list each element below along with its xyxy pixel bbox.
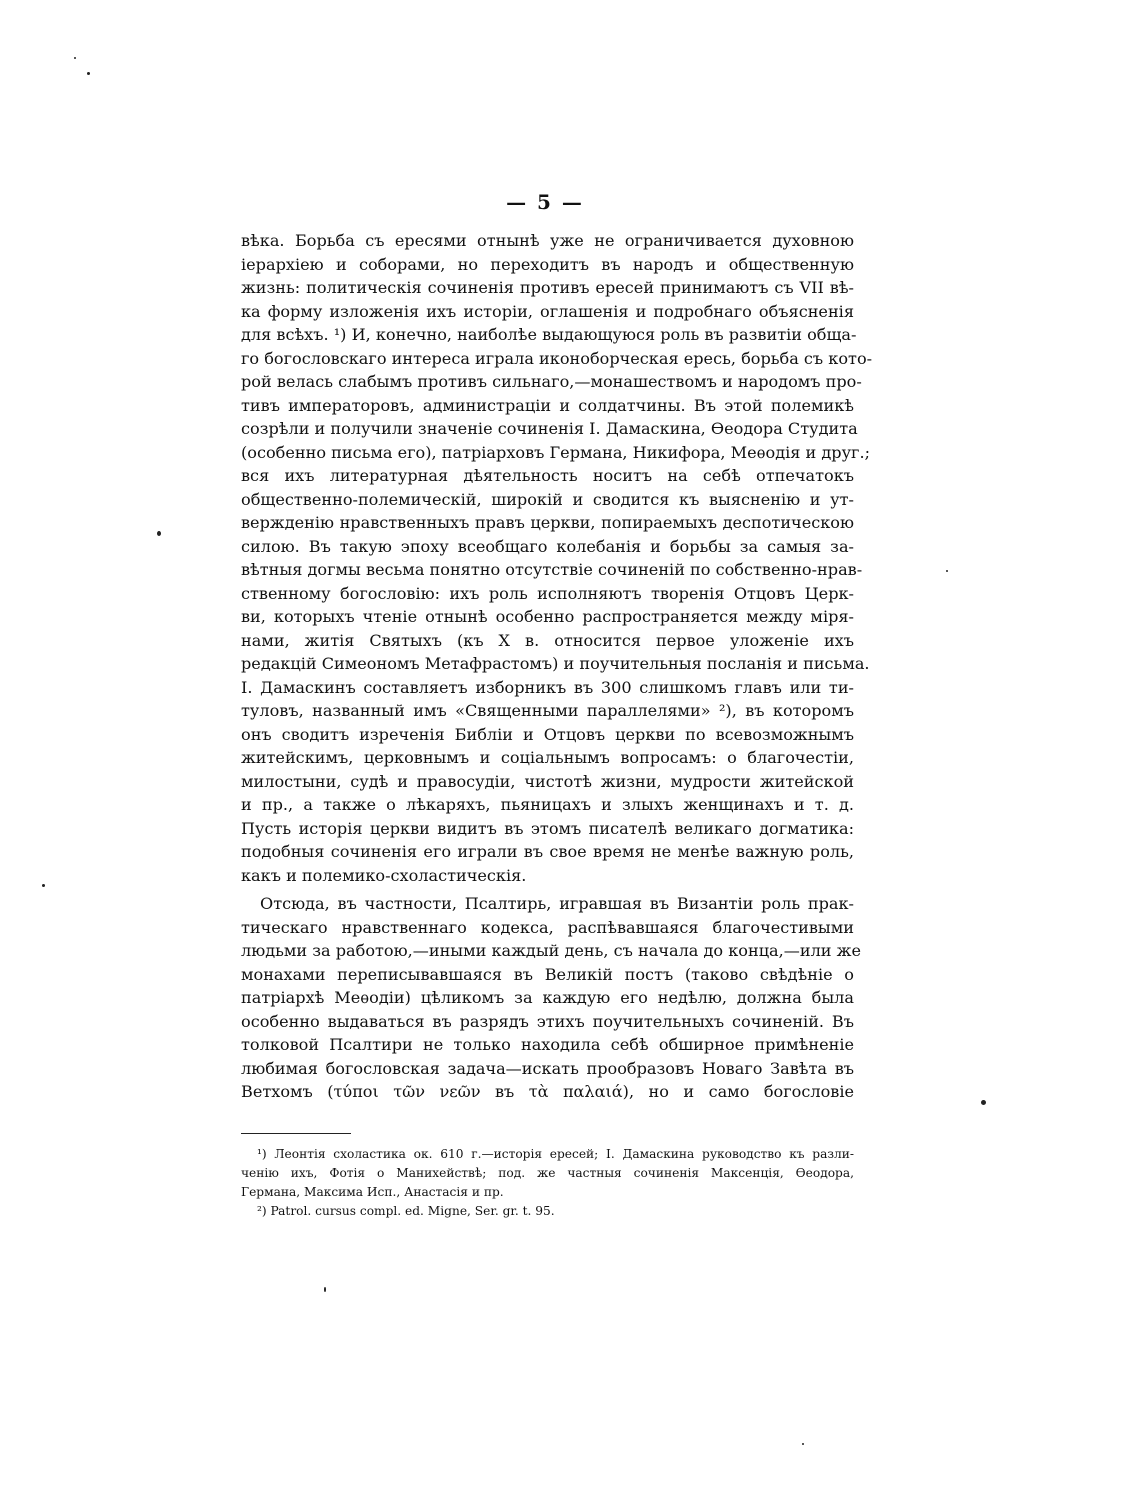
paragraph-1 bbox=[241, 229, 873, 887]
scan-speck bbox=[74, 57, 76, 59]
scan-speck bbox=[87, 72, 90, 75]
text-line: для всѣхъ. ¹) И, конечно, наиболѣе выдающуюся роль въ развитiи обща- bbox=[241, 325, 857, 344]
scan-speck bbox=[157, 531, 161, 536]
text-line: житейскимъ, церковнымъ и соцiальнымъ вопросамъ: о благочестiи, bbox=[241, 748, 854, 767]
text-line: монахами переписывавшаяся въ Великiй постъ (таково свѣдѣнiе о bbox=[241, 964, 854, 984]
text-line: онъ сводитъ изреченiя Библiи и Отцовъ церкви по всевозможнымъ bbox=[241, 724, 854, 744]
text-line: I. Дамаскинъ составляетъ изборникъ въ 300 слишкомъ главъ или ти- bbox=[241, 677, 854, 697]
text-line: Отсюда, въ частности, Псалтирь, игравшая въ Византiи роль прак- bbox=[260, 894, 854, 913]
text-line: жизнь: политическiя сочиненiя противъ ересей принимаютъ съ VII вѣ- bbox=[241, 278, 854, 297]
text-line: го богословскаго интереса играла иконоборческая ересь, борьба съ кото- bbox=[241, 348, 873, 368]
text-line: силою. Въ такую эпоху всеобщаго колебанiя и борьбы за самыя за- bbox=[241, 536, 854, 556]
scan-speck bbox=[802, 1443, 804, 1445]
text-line: (особенно письма его), патрiарховъ Германа, Никифора, Меѳодiя и друг.; bbox=[241, 442, 871, 462]
text-line: ственному богословiю: ихъ роль исполняютъ творенiя Отцовъ Церк- bbox=[241, 583, 854, 603]
text-line: ви, которыхъ чтенiе отнынѣ особенно распространяется между мiря- bbox=[241, 607, 854, 626]
scan-speck bbox=[42, 884, 45, 887]
text-line: особенно выдаваться въ разрядъ этихъ поучительныхъ сочиненiй. Въ bbox=[241, 1011, 854, 1031]
text-line: Пусть исторiя церкви видитъ въ этомъ писателѣ великаго догматика: bbox=[241, 818, 854, 838]
text-line: ка форму изложенiя ихъ исторiи, оглашенiя и подробнаго объясненiя bbox=[241, 301, 854, 321]
scan-speck bbox=[324, 1287, 326, 1292]
text-line: любимая богословская задача—искать прообразовъ Новаго Завѣта въ bbox=[241, 1058, 854, 1078]
text-line: вся ихъ литературная дѣятельность носитъ на себѣ отпечатокъ bbox=[241, 466, 854, 485]
text-line: патрiархѣ Меѳодiи) цѣликомъ за каждую его недѣлю, должна была bbox=[241, 988, 854, 1007]
text-line: общественно-полемическiй, широкiй и сводится къ выясненiю и ут- bbox=[241, 489, 854, 509]
text-line: нами, житiя Святыхъ (къ X в. относится первое уложенiе ихъ bbox=[241, 630, 854, 650]
text-line: и пр., а также о лѣкаряхъ, пьяницахъ и злыхъ женщинахъ и т. д. bbox=[241, 795, 854, 814]
text-line: Ветхомъ (τύποι τῶν νεῶν въ τὰ παλαιά), но и само богословiе bbox=[241, 1082, 854, 1101]
paragraph-2 bbox=[241, 892, 861, 1104]
text-line: людьми за работою,—иными каждый день, съ начала до конца,—или же bbox=[241, 941, 861, 960]
footnotes bbox=[241, 1145, 854, 1221]
footnote-line: Германа, Максима Исп., Анастасiя и пр. bbox=[241, 1185, 504, 1199]
footnote-line: ¹) Леонтiя схоластика ок. 610 г.—исторiя ересей; I. Дамаскина руководство къ разли- bbox=[257, 1147, 854, 1161]
text-line: какъ и полемико-схоластическiя. bbox=[241, 865, 527, 885]
text-line: вѣка. Борьба съ ересями отнынѣ уже не ограничивается духовною bbox=[241, 231, 854, 250]
scan-speck bbox=[981, 1100, 986, 1105]
text-line: тическаго нравственнаго кодекса, распѣвавшаяся благочестивыми bbox=[241, 917, 854, 937]
page-number: — 5 — bbox=[506, 190, 584, 214]
text-line: созрѣли и получили значенiе сочиненiя I. Дамаскина, Ѳеодора Студита bbox=[241, 419, 858, 438]
main-text bbox=[241, 229, 873, 1104]
text-line: рой велась слабымъ противъ сильнаго,—монашествомъ и народомъ про- bbox=[241, 372, 862, 391]
text-line: подобныя сочиненiя его играли въ свое время не менѣе важную роль, bbox=[241, 842, 854, 861]
text-line: тивъ императоровъ, администрацiи и солдатчины. Въ этой полемикѣ bbox=[241, 395, 854, 415]
text-line: вѣтныя догмы весьма понятно отсутствiе сочиненiй по собственно-нрав- bbox=[241, 560, 863, 579]
text-line: редакцiй Симеономъ Метафрастомъ) и поучительныя посланiя и письма. bbox=[241, 654, 870, 673]
scan-speck bbox=[946, 570, 948, 572]
text-line: туловъ, названный имъ «Священными параллелями» ²), въ которомъ bbox=[241, 701, 854, 720]
text-line: толковой Псалтири не только находила себѣ обширное примѣненiе bbox=[241, 1035, 854, 1054]
text-line: iерархiею и соборами, но переходитъ въ народъ и общественную bbox=[241, 254, 854, 274]
footnote-line: ченiю ихъ, Фотiя о Манихействѣ; под. же частныя сочиненiя Максенцiя, Ѳеодора, bbox=[241, 1166, 854, 1180]
text-line: милостыни, судѣ и правосудiи, чистотѣ жизни, мудрости житейской bbox=[241, 771, 854, 791]
footnote-line: ²) Patrol. cursus compl. ed. Migne, Ser. gr. t. 95. bbox=[257, 1204, 555, 1218]
text-line: вержденiю нравственныхъ правъ церкви, попираемыхъ деспотическою bbox=[241, 513, 854, 532]
footnote-rule bbox=[241, 1133, 351, 1134]
